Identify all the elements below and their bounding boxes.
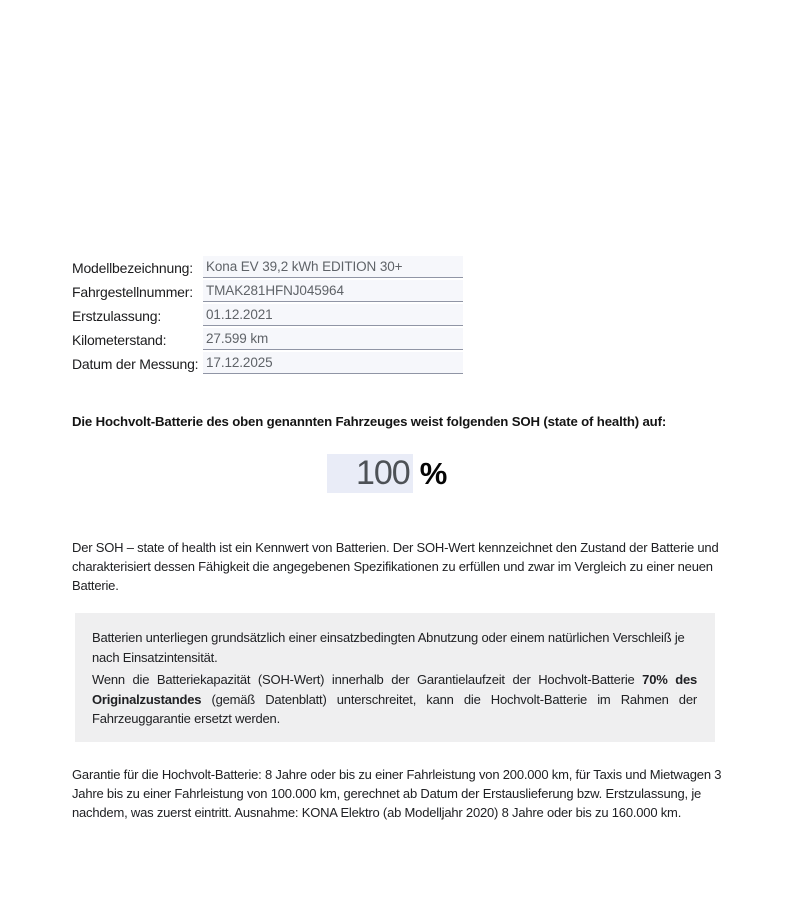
model-designation-label: Modellbezeichnung: <box>72 259 193 276</box>
battery-wear-info-box <box>75 613 715 742</box>
vin-label: Fahrgestellnummer: <box>72 283 193 300</box>
warranty-paragraph: Garantie für die Hochvolt-Batterie: 8 Jahre oder bis zu einer Fahrleistung von 200.000 km, für Taxis und Mietwagen 3 Jahre bis zu einer Fahrleistung von 100.000 km, gerechnet ab Datum der Erstauslieferung bzw. Erstzulassung, je nachdem, was zuerst eintritt. Ausnahme: KONA Elektro (ab Modelljahr 2020) 8 Jahre oder bis zu 160.000 km. <box>72 767 722 820</box>
info-box-paragraph-2-end: (gemäß Datenblatt) unterschreitet, kann die Hochvolt-Batterie im Rahmen der Fahrzeuggarantie ersetzt werden. <box>92 691 697 726</box>
odometer-label: Kilometerstand: <box>72 331 167 348</box>
vehicle-data-form <box>72 256 463 376</box>
form-row-model <box>72 256 463 278</box>
info-box-paragraph-1: Batterien unterliegen grundsätzlich einer einsatzbedingten Abnutzung oder einem natürlichen Verschleiß je nach Einsatzintensität. <box>92 630 685 665</box>
measurement-date-label: Datum der Messung: <box>72 355 199 372</box>
info-box-paragraph-2-start: Wenn die Batteriekapazität (SOH-Wert) innerhalb der Garantielaufzeit der Hochvolt-Batterie <box>92 672 643 687</box>
form-row-vin <box>72 280 463 302</box>
form-row-first-registration <box>72 304 463 326</box>
form-row-measurement-date <box>72 352 463 374</box>
measurement-date-field[interactable]: 17.12.2025 <box>203 352 463 374</box>
vin-field[interactable]: TMAK281HFNJ045964 <box>203 280 463 302</box>
first-registration-label: Erstzulassung: <box>72 307 162 324</box>
soh-value-row <box>0 454 774 493</box>
soh-statement: Die Hochvolt-Batterie des oben genannten Fahrzeuges weist folgenden SOH (state of health) auf: <box>72 414 667 429</box>
model-designation-field[interactable]: Kona EV 39,2 kWh EDITION 30+ <box>203 256 463 278</box>
info-box-paragraph-2-bold: 70% des Originalzustandes <box>92 672 697 707</box>
soh-value-field[interactable]: 100 <box>327 454 413 493</box>
odometer-field[interactable]: 27.599 km <box>203 328 463 350</box>
info-box-paragraph-2 <box>92 670 697 729</box>
soh-percent-sign: % <box>419 455 448 491</box>
soh-explanation-paragraph: Der SOH – state of health ist ein Kennwert von Batterien. Der SOH-Wert kennzeichnet den Zustand der Batterie und charakterisiert dessen Fähigkeit die angegebenen Spezifikationen zu erfüllen und zwar im Vergleich zu einer neuen Batterie. <box>72 540 719 593</box>
form-row-odometer <box>72 328 463 350</box>
first-registration-field[interactable]: 01.12.2021 <box>203 304 463 326</box>
